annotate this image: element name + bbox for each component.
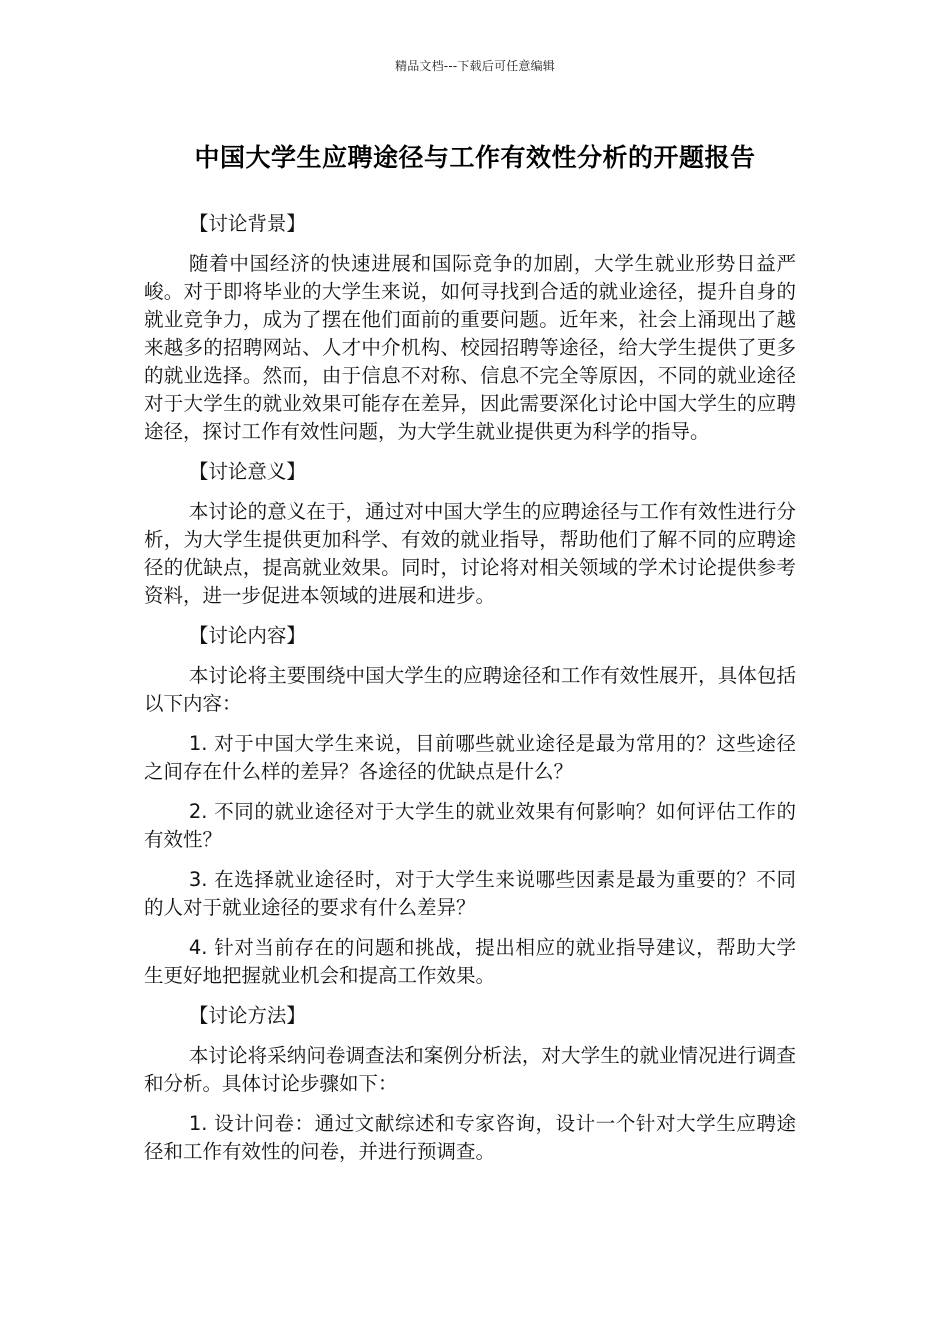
paragraph-method-intro: 本讨论将采纳问卷调查法和案例分析法，对大学生的就业情况进行调查和分析。具体讨论步骤如下： xyxy=(144,1044,796,1095)
section-heading-content: 【讨论内容】 xyxy=(188,624,306,647)
list-item-content-2: 2. 不同的就业途径对于大学生的就业效果有何影响？如何评估工作的有效性？ xyxy=(144,800,796,851)
list-item-content-1: 1. 对于中国大学生来说，目前哪些就业途径是最为常用的？这些途径之间存在什么样的差异？各途径的优缺点是什么？ xyxy=(144,732,796,783)
document-title: 中国大学生应聘途径与工作有效性分析的开题报告 xyxy=(194,143,756,172)
section-heading-significance: 【讨论意义】 xyxy=(188,460,306,483)
document-body xyxy=(144,210,796,1178)
paragraph-content-intro: 本讨论将主要围绕中国大学生的应聘途径和工作有效性展开，具体包括以下内容： xyxy=(144,664,796,715)
header-note: 精品文档---下载后可任意编辑 xyxy=(395,59,555,73)
list-item-content-4: 4. 针对当前存在的问题和挑战，提出相应的就业指导建议，帮助大学生更好地把握就业机会和提高工作效果。 xyxy=(144,936,796,987)
list-item-method-1: 1. 设计问卷：通过文献综述和专家咨询，设计一个针对大学生应聘途径和工作有效性的问卷，并进行预调查。 xyxy=(144,1112,796,1163)
paragraph-significance: 本讨论的意义在于，通过对中国大学生的应聘途径与工作有效性进行分析，为大学生提供更加科学、有效的就业指导，帮助他们了解不同的应聘途径的优缺点，提高就业效果。同时，讨论将对相关领域的学术讨论提供参考资料，进一步促进本领域的进展和进步。 xyxy=(144,500,796,607)
section-heading-method: 【讨论方法】 xyxy=(188,1004,306,1027)
paragraph-background: 随着中国经济的快速进展和国际竞争的加剧，大学生就业形势日益严峻。对于即将毕业的大学生来说，如何寻找到合适的就业途径，提升自身的就业竞争力，成为了摆在他们面前的重要问题。近年来，社会上涌现出了越来越多的招聘网站、人才中介机构、校园招聘等途径，给大学生提供了更多的就业选择。然而，由于信息不对称、信息不完全等原因，不同的就业途径对于大学生的就业效果可能存在差异，因此需要深化讨论中国大学生的应聘途径，探讨工作有效性问题，为大学生就业提供更为科学的指导。 xyxy=(144,252,796,443)
list-item-content-3: 3. 在选择就业途径时，对于大学生来说哪些因素是最为重要的？不同的人对于就业途径的要求有什么差异？ xyxy=(144,868,796,919)
section-heading-background: 【讨论背景】 xyxy=(188,212,306,235)
